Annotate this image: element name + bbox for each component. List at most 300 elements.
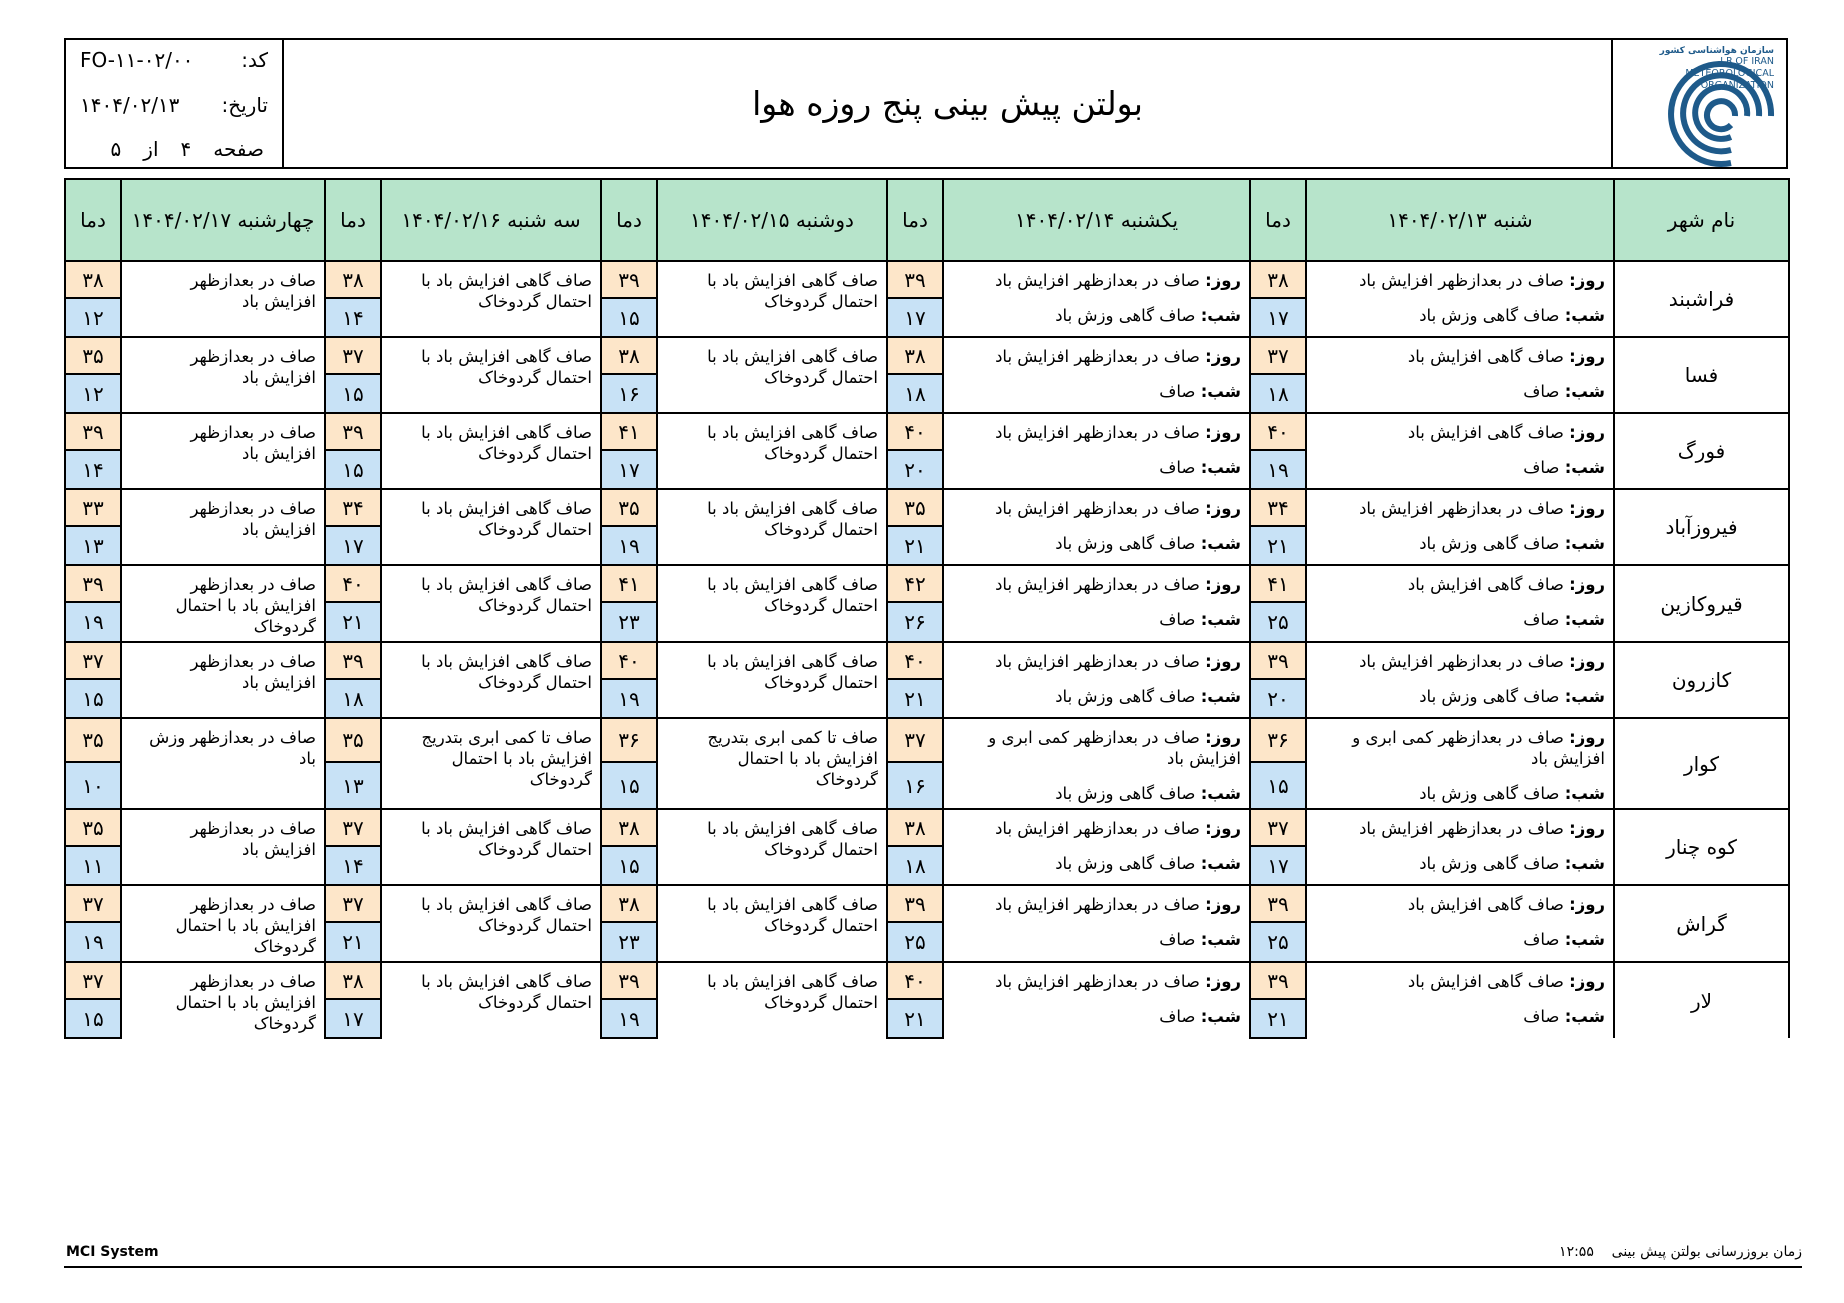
max-temperature: ۴۱ <box>1250 565 1306 602</box>
forecast-text: صاف گاهی افزایش باد با احتمال گردوخاک <box>707 347 878 387</box>
max-temperature: ۳۷ <box>325 809 381 846</box>
forecast-description <box>121 337 325 413</box>
day-forecast <box>1325 894 1605 915</box>
forecast-description <box>381 962 601 1038</box>
min-temperature: ۲۳ <box>601 602 657 642</box>
max-temperature: ۳۳ <box>65 489 121 526</box>
day-forecast-text: صاف در بعدازظهر افزایش باد <box>1359 271 1564 290</box>
update-time-text <box>1559 1244 1802 1260</box>
day-column-header: سه شنبه ۱۴۰۴/۰۲/۱۶ <box>381 179 601 261</box>
night-forecast <box>1325 533 1605 554</box>
day-forecast-text: صاف گاهی افزایش باد <box>1407 895 1564 914</box>
night-label: شب: <box>1200 382 1241 401</box>
date-row <box>80 93 268 117</box>
city-name: لار <box>1614 962 1789 1038</box>
logo-en-line: ORGANIZATION <box>1700 80 1774 91</box>
max-temperature: ۳۸ <box>325 962 381 999</box>
forecast-text: صاف گاهی افزایش باد با احتمال گردوخاک <box>421 423 592 463</box>
day-forecast-text: صاف در بعدازظهر افزایش باد <box>995 652 1200 671</box>
min-temperature: ۱۲ <box>65 374 121 413</box>
max-temperature: ۳۸ <box>887 337 943 374</box>
forecast-text: صاف در بعدازظهر افزایش باد با احتمال گردوخاک <box>175 972 316 1033</box>
night-forecast-text: صاف گاهی وزش باد <box>1055 687 1196 706</box>
min-temperature: ۱۷ <box>601 450 657 489</box>
forecast-description <box>657 413 887 489</box>
night-label: شب: <box>1200 458 1241 477</box>
organization-logo <box>1611 40 1786 167</box>
city-name: گراش <box>1614 885 1789 962</box>
min-temperature: ۱۵ <box>601 298 657 337</box>
forecast-description <box>381 809 601 885</box>
forecast-text: صاف گاهی افزایش باد با احتمال گردوخاک <box>707 575 878 615</box>
max-temperature: ۴۰ <box>325 565 381 602</box>
forecast-description <box>1306 718 1614 809</box>
max-temperature: ۳۸ <box>65 261 121 298</box>
max-temperature: ۳۷ <box>65 885 121 922</box>
title-cell <box>284 40 1611 167</box>
forecast-text: صاف گاهی افزایش باد با احتمال گردوخاک <box>421 819 592 859</box>
forecast-body <box>65 261 1789 1038</box>
max-temperature: ۴۰ <box>887 962 943 999</box>
night-label: شب: <box>1564 610 1605 629</box>
forecast-description <box>121 718 325 809</box>
day-forecast <box>1325 574 1605 595</box>
logo-en-line: METEOROLOGICAL <box>1685 68 1774 79</box>
date-value: ۱۴۰۴/۰۲/۱۳ <box>80 92 180 117</box>
day-label: روز: <box>1205 271 1241 290</box>
day-forecast-text: صاف در بعدازظهر کمی ابری و افزایش باد <box>1352 728 1605 768</box>
min-temperature: ۱۹ <box>65 922 121 962</box>
night-label: شب: <box>1200 854 1241 873</box>
min-temperature: ۱۸ <box>325 679 381 718</box>
night-label: شب: <box>1564 854 1605 873</box>
day-forecast <box>962 270 1241 291</box>
max-temperature: ۳۸ <box>601 885 657 922</box>
day-label: روز: <box>1569 423 1605 442</box>
min-temperature: ۱۷ <box>325 999 381 1038</box>
forecast-description <box>381 885 601 962</box>
forecast-description <box>121 413 325 489</box>
min-temperature: ۲۱ <box>887 526 943 565</box>
night-forecast <box>962 853 1241 874</box>
forecast-description <box>121 885 325 962</box>
night-forecast <box>962 783 1241 804</box>
day-label: روز: <box>1569 972 1605 991</box>
day-label: روز: <box>1205 728 1241 747</box>
temp-column-header: دما <box>1250 179 1306 261</box>
day-label: روز: <box>1569 271 1605 290</box>
day-label: روز: <box>1205 652 1241 671</box>
night-label: شب: <box>1200 687 1241 706</box>
min-temperature: ۱۸ <box>887 374 943 413</box>
day-forecast-text: صاف در بعدازظهر کمی ابری و افزایش باد <box>988 728 1241 768</box>
night-label: شب: <box>1200 784 1241 803</box>
max-temperature: ۳۹ <box>601 261 657 298</box>
max-temperature: ۳۵ <box>65 718 121 762</box>
min-temperature: ۱۷ <box>1250 846 1306 885</box>
night-forecast-text: صاف گاهی وزش باد <box>1055 854 1196 873</box>
forecast-description <box>1306 962 1614 1038</box>
logo-caption <box>1660 46 1774 92</box>
code-label: کد: <box>241 48 268 72</box>
max-temperature: ۳۴ <box>325 489 381 526</box>
min-temperature: ۲۳ <box>601 922 657 962</box>
min-temperature: ۱۷ <box>325 526 381 565</box>
forecast-description <box>1306 885 1614 962</box>
update-label: زمان بروزرسانی بولتن پیش بینی <box>1611 1244 1802 1260</box>
max-temperature: ۳۷ <box>325 885 381 922</box>
night-forecast <box>962 533 1241 554</box>
min-temperature: ۱۱ <box>65 846 121 885</box>
day-label: روز: <box>1569 895 1605 914</box>
forecast-text: صاف گاهی افزایش باد با احتمال گردوخاک <box>707 499 878 539</box>
forecast-description <box>657 489 887 565</box>
day-forecast <box>1325 422 1605 443</box>
day-column-header: دوشنبه ۱۴۰۴/۰۲/۱۵ <box>657 179 887 261</box>
max-temperature: ۴۰ <box>887 413 943 450</box>
forecast-description <box>1306 337 1614 413</box>
min-temperature: ۱۵ <box>325 450 381 489</box>
max-temperature: ۳۹ <box>601 962 657 999</box>
max-temperature: ۳۷ <box>65 962 121 999</box>
forecast-text: صاف تا کمی ابری بتدریج افزایش باد با احتمال گردوخاک <box>421 728 592 789</box>
forecast-text: صاف گاهی افزایش باد با احتمال گردوخاک <box>421 499 592 539</box>
max-temperature: ۳۴ <box>1250 489 1306 526</box>
min-temperature: ۲۱ <box>325 922 381 962</box>
night-forecast <box>962 381 1241 402</box>
max-temperature: ۳۵ <box>65 809 121 846</box>
min-temperature: ۱۰ <box>65 762 121 809</box>
max-temperature: ۳۹ <box>1250 962 1306 999</box>
min-temperature: ۱۳ <box>65 526 121 565</box>
min-temperature: ۱۴ <box>325 298 381 337</box>
code-value: FO-۱۱-۰۲/۰۰ <box>80 48 194 72</box>
night-label: شب: <box>1200 306 1241 325</box>
night-forecast-text: صاف <box>1523 458 1560 477</box>
day-column-header: شنبه ۱۴۰۴/۰۲/۱۳ <box>1306 179 1614 261</box>
city-name: کازرون <box>1614 642 1789 718</box>
min-temperature: ۲۶ <box>887 602 943 642</box>
forecast-text: صاف در بعدازظهر افزایش باد <box>190 347 316 387</box>
min-temperature: ۱۵ <box>601 846 657 885</box>
day-label: روز: <box>1205 499 1241 518</box>
max-temperature: ۴۱ <box>601 565 657 602</box>
temp-column-header: دما <box>65 179 121 261</box>
table-row <box>65 809 1789 846</box>
forecast-description <box>1306 413 1614 489</box>
max-temperature: ۳۷ <box>1250 809 1306 846</box>
forecast-description <box>657 962 887 1038</box>
min-temperature: ۱۹ <box>601 526 657 565</box>
min-temperature: ۱۵ <box>325 374 381 413</box>
night-forecast-text: صاف گاهی وزش باد <box>1055 784 1196 803</box>
min-temperature: ۲۵ <box>1250 922 1306 962</box>
temp-column-header: دما <box>887 179 943 261</box>
night-label: شب: <box>1200 930 1241 949</box>
min-temperature: ۱۴ <box>325 846 381 885</box>
night-forecast <box>1325 1006 1605 1027</box>
day-forecast-text: صاف در بعدازظهر افزایش باد <box>995 499 1200 518</box>
day-forecast-text: صاف گاهی افزایش باد <box>1407 423 1564 442</box>
temp-column-header: دما <box>325 179 381 261</box>
day-forecast <box>1325 727 1605 769</box>
forecast-description <box>943 962 1250 1038</box>
day-label: روز: <box>1569 347 1605 366</box>
max-temperature: ۳۹ <box>65 565 121 602</box>
day-forecast <box>962 498 1241 519</box>
max-temperature: ۳۹ <box>887 885 943 922</box>
table-row <box>65 885 1789 922</box>
night-forecast-text: صاف <box>1523 1007 1560 1026</box>
max-temperature: ۴۱ <box>601 413 657 450</box>
night-label: شب: <box>1200 1007 1241 1026</box>
night-forecast-text: صاف <box>1159 930 1196 949</box>
city-name: فورگ <box>1614 413 1789 489</box>
min-temperature: ۱۹ <box>601 679 657 718</box>
forecast-text: صاف گاهی افزایش باد با احتمال گردوخاک <box>421 652 592 692</box>
forecast-text: صاف گاهی افزایش باد با احتمال گردوخاک <box>707 972 878 1012</box>
day-label: روز: <box>1569 819 1605 838</box>
forecast-description <box>121 565 325 642</box>
night-forecast <box>962 457 1241 478</box>
night-forecast-text: صاف گاهی وزش باد <box>1419 687 1560 706</box>
night-forecast <box>1325 929 1605 950</box>
forecast-description <box>1306 565 1614 642</box>
day-forecast-text: صاف در بعدازظهر افزایش باد <box>1359 819 1564 838</box>
forecast-text: صاف گاهی افزایش باد با احتمال گردوخاک <box>421 347 592 387</box>
forecast-description <box>943 489 1250 565</box>
min-temperature: ۲۱ <box>1250 526 1306 565</box>
night-forecast-text: صاف گاهی وزش باد <box>1419 534 1560 553</box>
max-temperature: ۳۷ <box>887 718 943 762</box>
day-forecast-text: صاف در بعدازظهر افزایش باد <box>1359 499 1564 518</box>
forecast-description <box>943 337 1250 413</box>
forecast-description <box>943 718 1250 809</box>
forecast-description <box>657 809 887 885</box>
page-title: بولتن پیش بینی پنج روزه هوا <box>752 84 1143 123</box>
min-temperature: ۲۱ <box>887 999 943 1038</box>
max-temperature: ۳۹ <box>325 413 381 450</box>
night-forecast <box>1325 853 1605 874</box>
day-forecast <box>1325 270 1605 291</box>
night-forecast <box>962 1006 1241 1027</box>
min-temperature: ۲۵ <box>1250 602 1306 642</box>
night-forecast <box>962 929 1241 950</box>
day-label: روز: <box>1205 347 1241 366</box>
min-temperature: ۱۵ <box>1250 762 1306 809</box>
min-temperature: ۲۱ <box>1250 999 1306 1038</box>
max-temperature: ۴۲ <box>887 565 943 602</box>
forecast-description <box>381 489 601 565</box>
day-forecast-text: صاف گاهی افزایش باد <box>1407 347 1564 366</box>
min-temperature: ۱۶ <box>887 762 943 809</box>
logo-fa-text: سازمان هواشناسی کشور <box>1659 46 1774 56</box>
table-row <box>65 261 1789 298</box>
day-forecast-text: صاف در بعدازظهر افزایش باد <box>995 895 1200 914</box>
date-label: تاریخ: <box>221 92 268 117</box>
forecast-description <box>121 962 325 1038</box>
day-forecast <box>1325 498 1605 519</box>
day-forecast-text: صاف در بعدازظهر افزایش باد <box>1359 652 1564 671</box>
day-forecast <box>1325 346 1605 367</box>
day-forecast <box>962 971 1241 992</box>
forecast-description <box>1306 489 1614 565</box>
code-row <box>80 48 268 72</box>
forecast-description <box>381 413 601 489</box>
max-temperature: ۳۶ <box>601 718 657 762</box>
day-label: روز: <box>1569 652 1605 671</box>
night-forecast-text: صاف <box>1159 610 1196 629</box>
night-label: شب: <box>1564 382 1605 401</box>
min-temperature: ۱۵ <box>65 999 121 1038</box>
table-row <box>65 413 1789 450</box>
min-temperature: ۱۹ <box>65 602 121 642</box>
forecast-text: صاف گاهی افزایش باد با احتمال گردوخاک <box>707 423 878 463</box>
forecast-text: صاف گاهی افزایش باد با احتمال گردوخاک <box>707 895 878 935</box>
table-row <box>65 718 1789 762</box>
city-name: فسا <box>1614 337 1789 413</box>
table-row <box>65 489 1789 526</box>
forecast-description <box>657 337 887 413</box>
forecast-description <box>121 809 325 885</box>
day-column-header: چهارشنبه ۱۴۰۴/۰۲/۱۷ <box>121 179 325 261</box>
max-temperature: ۳۹ <box>1250 642 1306 679</box>
night-label: شب: <box>1564 534 1605 553</box>
min-temperature: ۲۵ <box>887 922 943 962</box>
min-temperature: ۱۶ <box>601 374 657 413</box>
night-forecast <box>962 305 1241 326</box>
night-forecast-text: صاف <box>1523 610 1560 629</box>
max-temperature: ۳۵ <box>325 718 381 762</box>
day-forecast <box>962 574 1241 595</box>
forecast-description <box>381 642 601 718</box>
night-forecast-text: صاف <box>1159 458 1196 477</box>
day-forecast <box>1325 971 1605 992</box>
forecast-description <box>943 809 1250 885</box>
forecast-description <box>381 565 601 642</box>
forecast-text: صاف در بعدازظهر افزایش باد با احتمال گردوخاک <box>175 895 316 956</box>
night-label: شب: <box>1564 1007 1605 1026</box>
forecast-text: صاف در بعدازظهر افزایش باد <box>190 499 316 539</box>
night-forecast <box>1325 609 1605 630</box>
night-forecast-text: صاف <box>1159 382 1196 401</box>
night-label: شب: <box>1564 306 1605 325</box>
forecast-text: صاف گاهی افزایش باد با احتمال گردوخاک <box>421 895 592 935</box>
max-temperature: ۳۸ <box>887 809 943 846</box>
max-temperature: ۳۵ <box>65 337 121 374</box>
day-forecast-text: صاف در بعدازظهر افزایش باد <box>995 819 1200 838</box>
forecast-description <box>1306 642 1614 718</box>
max-temperature: ۳۹ <box>1250 885 1306 922</box>
forecast-table <box>64 178 1790 1039</box>
forecast-description <box>1306 261 1614 337</box>
table-row <box>65 962 1789 999</box>
max-temperature: ۳۷ <box>1250 337 1306 374</box>
night-label: شب: <box>1564 930 1605 949</box>
min-temperature: ۱۲ <box>65 298 121 337</box>
forecast-text: صاف گاهی افزایش باد با احتمال گردوخاک <box>707 652 878 692</box>
min-temperature: ۱۸ <box>887 846 943 885</box>
bulletin-header <box>64 38 1788 169</box>
max-temperature: ۴۰ <box>1250 413 1306 450</box>
logo-en-line: I.R.OF IRAN <box>1720 56 1774 67</box>
forecast-text: صاف گاهی افزایش باد با احتمال گردوخاک <box>421 271 592 311</box>
forecast-text: صاف در بعدازظهر افزایش باد <box>190 271 316 311</box>
max-temperature: ۳۷ <box>325 337 381 374</box>
day-label: روز: <box>1205 819 1241 838</box>
day-label: روز: <box>1205 575 1241 594</box>
max-temperature: ۴۰ <box>887 642 943 679</box>
night-forecast-text: صاف گاهی وزش باد <box>1055 306 1196 325</box>
day-column-header: یکشنبه ۱۴۰۴/۰۲/۱۴ <box>943 179 1250 261</box>
night-label: شب: <box>1200 610 1241 629</box>
forecast-description <box>121 261 325 337</box>
night-forecast-text: صاف <box>1159 1007 1196 1026</box>
max-temperature: ۳۸ <box>601 809 657 846</box>
day-forecast <box>962 818 1241 839</box>
system-name: MCI System <box>66 1244 159 1260</box>
day-forecast-text: صاف در بعدازظهر افزایش باد <box>995 575 1200 594</box>
min-temperature: ۲۱ <box>325 602 381 642</box>
min-temperature: ۱۷ <box>887 298 943 337</box>
page-total: ۵ <box>110 137 122 161</box>
forecast-description <box>657 565 887 642</box>
night-label: شب: <box>1564 784 1605 803</box>
min-temperature: ۱۳ <box>325 762 381 809</box>
night-forecast <box>1325 305 1605 326</box>
forecast-description <box>657 885 887 962</box>
day-label: روز: <box>1205 972 1241 991</box>
day-forecast-text: صاف در بعدازظهر افزایش باد <box>995 423 1200 442</box>
min-temperature: ۱۴ <box>65 450 121 489</box>
forecast-text: صاف در بعدازظهر افزایش باد با احتمال گردوخاک <box>175 575 316 636</box>
max-temperature: ۳۵ <box>601 489 657 526</box>
forecast-text: صاف در بعدازظهر افزایش باد <box>190 652 316 692</box>
night-forecast-text: صاف گاهی وزش باد <box>1419 854 1560 873</box>
forecast-description <box>943 413 1250 489</box>
day-forecast <box>962 651 1241 672</box>
day-forecast-text: صاف در بعدازظهر افزایش باد <box>995 972 1200 991</box>
day-label: روز: <box>1569 575 1605 594</box>
day-forecast <box>1325 651 1605 672</box>
min-temperature: ۱۵ <box>65 679 121 718</box>
day-label: روز: <box>1569 499 1605 518</box>
page-number: ۴ <box>180 137 192 161</box>
night-forecast <box>962 686 1241 707</box>
day-forecast <box>962 346 1241 367</box>
night-forecast-text: صاف <box>1523 930 1560 949</box>
max-temperature: ۳۷ <box>65 642 121 679</box>
day-forecast-text: صاف گاهی افزایش باد <box>1407 972 1564 991</box>
day-forecast-text: صاف در بعدازظهر افزایش باد <box>995 271 1200 290</box>
max-temperature: ۳۹ <box>887 261 943 298</box>
max-temperature: ۳۸ <box>1250 261 1306 298</box>
bulletin-footer <box>64 1244 1802 1268</box>
min-temperature: ۱۵ <box>601 762 657 809</box>
update-time: ۱۲:۵۵ <box>1559 1244 1594 1260</box>
forecast-text: صاف در بعدازظهر افزایش باد <box>190 423 316 463</box>
night-label: شب: <box>1564 458 1605 477</box>
min-temperature: ۱۸ <box>1250 374 1306 413</box>
city-name: کوه چنار <box>1614 809 1789 885</box>
night-forecast <box>1325 686 1605 707</box>
table-row <box>65 565 1789 602</box>
day-label: روز: <box>1569 728 1605 747</box>
forecast-description <box>657 642 887 718</box>
table-row <box>65 642 1789 679</box>
min-temperature: ۱۹ <box>1250 450 1306 489</box>
city-column-header: نام شهر <box>1614 179 1789 261</box>
